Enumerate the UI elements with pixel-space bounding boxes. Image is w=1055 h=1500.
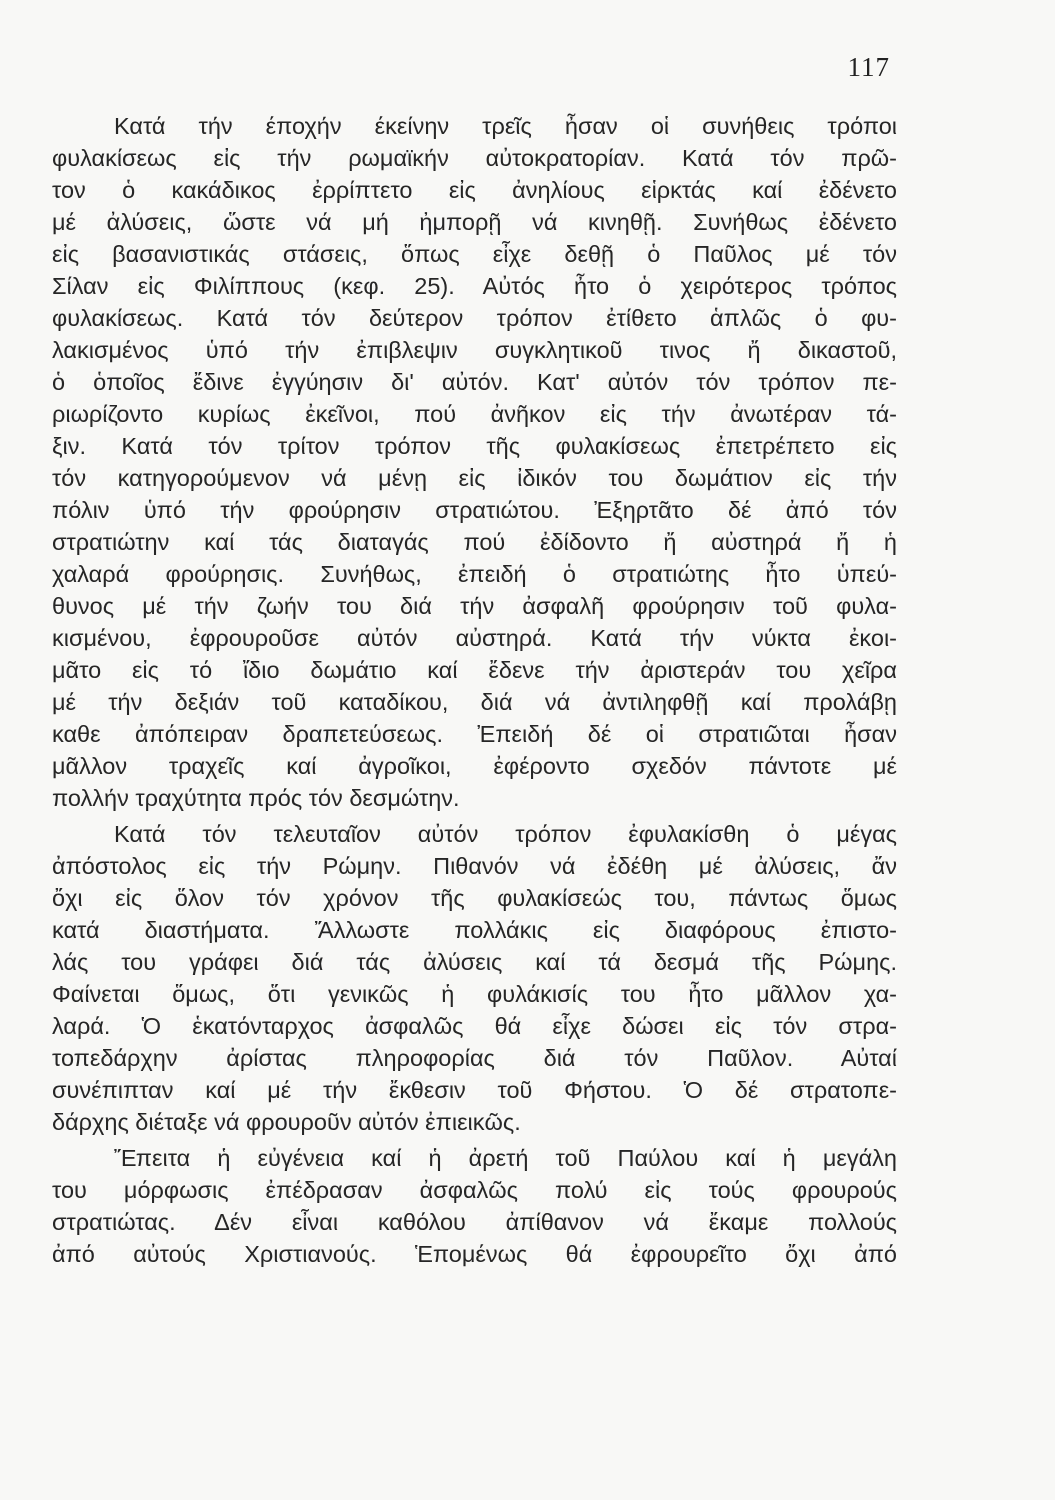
text-line: κισμένου, ἐφρουροῦσε αὐτόν αὐστηρά. Κατά τήν νύκτα ἐκοι- (52, 625, 897, 651)
text-line: ξιν. Κατά τόν τρίτον τρόπον τῆς φυλακίσεως ἐπετρέπετο εἰς (52, 433, 897, 459)
text-line: τοπεδάρχην ἀρίστας πληροφορίας διά τόν Παῦλον. Αὐταί (52, 1045, 897, 1071)
text-line: ἀπόστολος εἰς τήν Ρώμην. Πιθανόν νά ἐδέθη μέ ἀλύσεις, ἄν (52, 853, 897, 879)
text-line: Σίλαν εἰς Φιλίππους (κεφ. 25). Αὐτός ἦτο ὁ χειρότερος τρόπος (52, 273, 897, 299)
text-line: θυνος μέ τήν ζωήν του διά τήν ἀσφαλῆ φρούρησιν τοῦ φυλα- (52, 593, 897, 619)
text-line: φυλακίσεως. Κατά τόν δεύτερον τρόπον ἐτίθετο ἁπλῶς ὁ φυ- (52, 305, 897, 331)
text-line: ὁ ὁποῖος ἔδινε ἐγγύησιν δι' αὐτόν. Κατ' αὐτόν τόν τρόπον πε- (52, 369, 897, 395)
text-line: λαρά. Ὁ ἑκατόνταρχος ἀσφαλῶς θά εἶχε δώσει εἰς τόν στρα- (52, 1013, 897, 1039)
text-line: ὄχι εἰς ὅλον τόν χρόνον τῆς φυλακίσεώς του, πάντως ὅμως (52, 885, 897, 911)
text-line: τον ὁ κακάδικος ἐρρίπτετο εἰς ἀνηλίους εἱρκτάς καί ἐδένετο (52, 177, 897, 203)
text-line: Κατά τόν τελευταῖον αὐτόν τρόπον ἐφυλακίσθη ὁ μέγας (114, 821, 897, 847)
text-line: στρατιώτας. Δέν εἶναι καθόλου ἀπίθανον νά ἔκαμε πολλούς (52, 1209, 897, 1235)
text-line: μέ τήν δεξιάν τοῦ καταδίκου, διά νά ἀντιληφθῇ καί προλάβῃ (52, 689, 897, 715)
text-line: μᾶλλον τραχεῖς καί ἀγροῖκοι, ἐφέροντο σχεδόν πάντοτε μέ (52, 753, 897, 779)
text-line: συνέπιπταν καί μέ τήν ἔκθεσιν τοῦ Φήστου. Ὁ δέ στρατοπε- (52, 1077, 897, 1103)
text-line: τόν κατηγορούμενον νά μένῃ εἰς ἰδικόν του δωμάτιον εἰς τήν (52, 465, 897, 491)
text-line: στρατιώτην καί τάς διαταγάς πού ἐδίδοντο ἤ αὐστηρά ἤ ἡ (52, 529, 897, 555)
text-line: πόλιν ὑπό τήν φρούρησιν στρατιώτου. Ἐξηρτᾶτο δέ ἀπό τόν (52, 497, 897, 523)
text-line: φυλακίσεως εἰς τήν ρωμαϊκήν αὐτοκρατορίαν. Κατά τόν πρῶ- (52, 145, 897, 171)
body-text (52, 110, 897, 1270)
text-line: του μόρφωσις ἐπέδρασαν ἀσφαλῶς πολύ εἰς τούς φρουρούς (52, 1177, 897, 1203)
text-line: χαλαρά φρούρησις. Συνήθως, ἐπειδή ὁ στρατιώτης ἦτο ὑπεύ- (52, 561, 897, 587)
page-number: 117 (847, 52, 890, 82)
text-line: δάρχης διέταξε νά φρουροῦν αὐτόν ἐπιεικῶς. (52, 1109, 521, 1135)
text-line: μᾶτο εἰς τό ἴδιο δωμάτιο καί ἔδενε τήν ἀριστεράν του χεῖρα (52, 657, 897, 683)
text-line: εἰς βασανιστικάς στάσεις, ὅπως εἶχε δεθῇ ὁ Παῦλος μέ τόν (52, 241, 897, 267)
text-line: Ἔπειτα ἡ εὐγένεια καί ἡ ἀρετή τοῦ Παύλου καί ἡ μεγάλη (114, 1145, 897, 1171)
text-line: κατά διαστήματα. Ἄλλωστε πολλάκις εἰς διαφόρους ἐπιστο- (52, 917, 897, 943)
text-line: ἀπό αὐτούς Χριστιανούς. Ἑπομένως θά ἐφρουρεῖτο ὄχι ἀπό (52, 1241, 897, 1267)
text-line: Κατά τήν έποχήν έκείνην τρεῖς ἦσαν οἱ συνήθεις τρόποι (114, 113, 897, 139)
text-line: λακισμένος ὑπό τήν ἐπιβλεψιν συγκλητικοῦ τινος ἤ δικαστοῦ, (52, 337, 897, 363)
text-line: λάς του γράφει διά τάς ἀλύσεις καί τά δεσμά τῆς Ρώμης. (52, 949, 897, 975)
text-line: μέ ἀλύσεις, ὥστε νά μή ἠμπορῇ νά κινηθῇ. Συνήθως ἐδένετο (52, 209, 897, 235)
text-line: ριωρίζοντο κυρίως ἐκεῖνοι, πού ἀνῆκον εἰς τήν ἀνωτέραν τά- (52, 401, 897, 427)
text-line: Φαίνεται ὅμως, ὅτι γενικῶς ἡ φυλάκισίς του ἦτο μᾶλλον χα- (52, 981, 897, 1007)
text-line: καθε ἀπόπειραν δραπετεύσεως. Ἐπειδή δέ οἱ στρατιῶται ἦσαν (52, 721, 897, 747)
text-line: πολλήν τραχύτητα πρός τόν δεσμώτην. (52, 785, 460, 811)
